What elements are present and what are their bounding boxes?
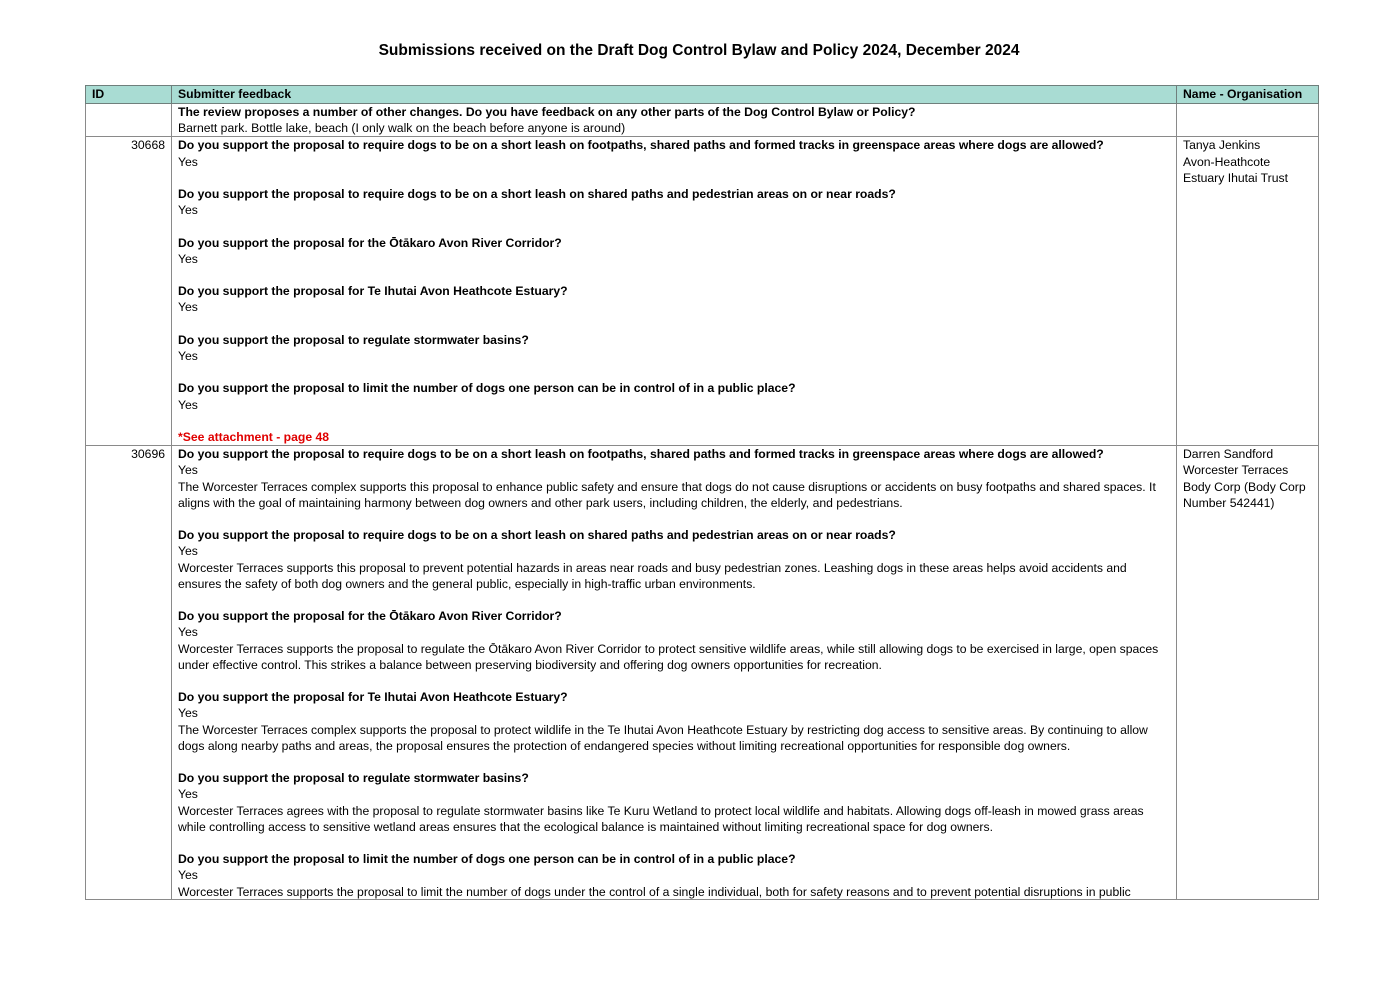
question: The review proposes a number of other changes. Do you have feedback on any other parts of the Dog Control Bylaw or Policy? <box>178 105 916 119</box>
table-row <box>86 104 1319 137</box>
row-feedback <box>172 137 1177 446</box>
answer: Yes <box>178 706 198 721</box>
comment: The Worcester Terraces complex supports the proposal to protect wildlife in the Te Ihutai Avon Heathcote Estuary by restricting dog access to sensitive areas. By continuing to allow dogs along nearby paths and areas, the proposal ensures the protection of endangered species without limiting recreational opportunities for responsible dog owners. <box>178 722 1148 753</box>
header-feedback: Submitter feedback <box>172 86 1177 104</box>
answer: Yes <box>178 787 198 802</box>
table-row <box>86 446 1319 900</box>
comment: Worcester Terraces supports this proposal to prevent potential hazards in areas near roads and busy pedestrian zones. Leashing dogs in these areas helps avoid accidents and ensures the safety of both dog owners and the general public, especially in high-traffic urban environments. <box>178 560 1127 591</box>
question: Do you support the proposal to limit the number of dogs one person can be in control of in a public place? <box>178 381 796 396</box>
row-id <box>86 104 172 137</box>
question: Do you support the proposal to require dogs to be on a short leash on footpaths, shared paths and formed tracks in greenspace areas where dogs are allowed? <box>178 447 1104 462</box>
answer: Yes <box>178 397 198 412</box>
answer: Yes <box>178 625 198 640</box>
comment: Worcester Terraces supports the proposal to regulate the Ōtākaro Avon River Corridor to protect sensitive wildlife areas, while still allowing dogs to be exercised in large, open spaces under effective control. This strikes a balance between preserving biodiversity and offering dog owners opportunities for recreation. <box>178 641 1159 672</box>
answer: Barnett park. Bottle lake, beach (I only walk on the beach before anyone is around) <box>178 121 626 136</box>
comment: The Worcester Terraces complex supports this proposal to enhance public safety and ensure that dogs do not cause disruptions or accidents on busy footpaths and shared spaces. It aligns with the goal of maintaining harmony between dog owners and other park users, including children, the elderly, and pedestrians. <box>178 479 1156 510</box>
header-name: Name - Organisation <box>1177 86 1319 104</box>
comment: Worcester Terraces supports the proposal to limit the number of dogs under the control of a single individual, both for safety reasons and to prevent potential disruptions in public <box>178 884 1131 899</box>
row-name: Darren Sandford Worcester Terraces Body Corp (Body Corp Number 542441) <box>1177 446 1319 900</box>
answer: Yes <box>178 203 198 218</box>
question: Do you support the proposal to require dogs to be on a short leash on footpaths, shared paths and formed tracks in greenspace areas where dogs are allowed? <box>178 138 1104 153</box>
question: Do you support the proposal for the Ōtākaro Avon River Corridor? <box>178 235 562 250</box>
answer: Yes <box>178 251 198 266</box>
question: Do you support the proposal to regulate stormwater basins? <box>178 771 529 786</box>
answer: Yes <box>178 463 198 478</box>
row-name: Tanya Jenkins Avon-Heathcote Estuary Ihutai Trust <box>1177 137 1319 446</box>
row-id: 30696 <box>86 446 172 900</box>
document-title: Submissions received on the Draft Dog Control Bylaw and Policy 2024, December 2024 <box>378 42 1020 59</box>
question: Do you support the proposal to require dogs to be on a short leash on shared paths and pedestrian areas on or near roads? <box>178 187 896 201</box>
header-id: ID <box>86 86 172 104</box>
row-feedback <box>172 446 1177 900</box>
table-row <box>86 137 1319 446</box>
row-feedback <box>172 104 1177 137</box>
question: Do you support the proposal to limit the number of dogs one person can be in control of in a public place? <box>178 852 796 867</box>
answer: Yes <box>178 544 198 559</box>
question: Do you support the proposal for Te Ihutai Avon Heathcote Estuary? <box>178 284 568 299</box>
comment: Worcester Terraces agrees with the proposal to regulate stormwater basins like Te Kuru Wetland to protect local wildlife and habitats. Allowing dogs off-leash in mowed grass areas while controlling access to sensitive wetland areas ensures that the ecological balance is maintained without limiting recreational space for dog owners. <box>178 803 1144 834</box>
answer: Yes <box>178 300 198 315</box>
question: Do you support the proposal to regulate stormwater basins? <box>178 332 529 347</box>
row-name <box>1177 104 1319 137</box>
answer: Yes <box>178 154 198 169</box>
row-id: 30668 <box>86 137 172 446</box>
question: Do you support the proposal to require dogs to be on a short leash on shared paths and pedestrian areas on or near roads? <box>178 528 896 543</box>
answer: Yes <box>178 868 198 883</box>
question: Do you support the proposal for the Ōtākaro Avon River Corridor? <box>178 609 562 624</box>
answer: Yes <box>178 348 198 363</box>
attachment-note: *See attachment - page 48 <box>178 429 330 444</box>
question: Do you support the proposal for Te Ihutai Avon Heathcote Estuary? <box>178 690 568 705</box>
submissions-table <box>85 85 1319 900</box>
table-header-row <box>86 86 1319 104</box>
